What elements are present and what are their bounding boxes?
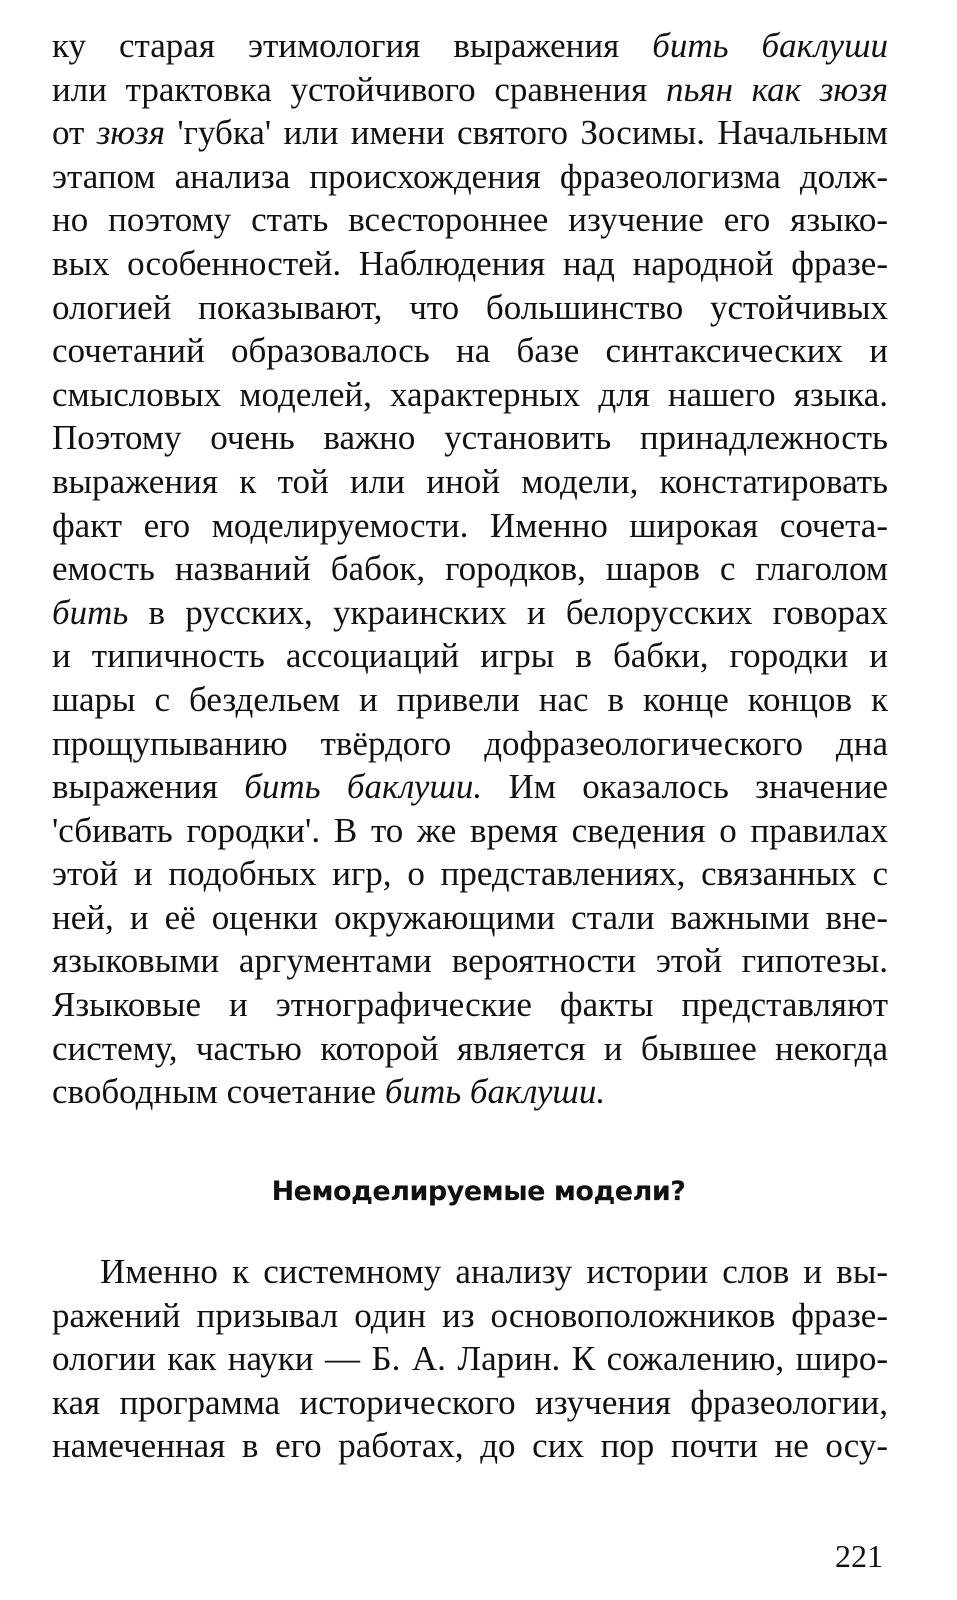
text-line: ологии как науки — Б. А. Ларин. К сожалению, широ- xyxy=(52,1339,888,1379)
paragraph-2 xyxy=(52,1250,888,1468)
text-line: вых особенностей. Наблюдения над народной фразе- xyxy=(52,243,888,283)
text-line: кая программа исторического изучения фразеологии, xyxy=(52,1382,888,1422)
text-line: Поэтому очень важно установить принадлежность xyxy=(52,418,888,458)
text-line: факт его моделируемости. Именно широкая сочета- xyxy=(52,505,888,545)
text-line: языковыми аргументами вероятности этой гипотезы. xyxy=(52,941,888,981)
text-line: ражений призывал один из основоположников фразе- xyxy=(52,1295,888,1335)
section-heading: Немоделируемые модели? xyxy=(271,1176,686,1207)
text-line: Именно к системному анализу истории слов и вы- xyxy=(100,1252,888,1291)
page-number: 221 xyxy=(835,1538,883,1574)
text-line: выражения бить баклуши. Им оказалось значение xyxy=(52,767,888,807)
paragraph-1 xyxy=(52,24,888,1114)
text-line: свободным сочетание бить баклуши. xyxy=(52,1072,606,1112)
text-line: Языковые и этнографические факты представляют xyxy=(52,985,888,1025)
text-line: этой и подобных игр, о представлениях, связанных с xyxy=(52,854,888,894)
text-line: и типичность ассоциаций игры в бабки, городки и xyxy=(52,636,888,676)
text-line: ку старая этимология выражения бить баклуши xyxy=(52,26,888,65)
text-line: от зюзя 'губка' или имени святого Зосимы. Начальным xyxy=(52,113,888,153)
text-line: систему, частью которой является и бывшее некогда xyxy=(52,1028,888,1068)
text-line: смысловых моделей, характерных для нашего языка. xyxy=(52,374,888,414)
text-line: ней, и её оценки окружающими стали важными вне- xyxy=(52,897,888,937)
text-line: емость названий бабок, городков, шаров с глаголом xyxy=(52,549,888,589)
text-line: прощупыванию твёрдого дофразеологического дна xyxy=(52,723,888,763)
text-line: бить в русских, украинских и белорусских говорах xyxy=(52,592,888,632)
text-line: но поэтому стать всестороннее изучение его языко- xyxy=(52,200,888,240)
text-line: выражения к той или иной модели, констатировать xyxy=(52,461,888,501)
text-line: намеченная в его работах, до сих пор почти не осу- xyxy=(52,1426,888,1466)
text-line: 'сбивать городки'. В то же время сведения о правилах xyxy=(52,810,888,850)
text-line: ологией показывают, что большинство устойчивых xyxy=(52,287,888,327)
text-line: этапом анализа происхождения фразеологизма долж- xyxy=(52,156,888,196)
text-line: или трактовка устойчивого сравнения пьян как зюзя xyxy=(52,69,888,109)
text-line: шары с бездельем и привели нас в конце концов к xyxy=(52,679,888,719)
text-line: сочетаний образовалось на базе синтаксических и xyxy=(52,331,888,371)
